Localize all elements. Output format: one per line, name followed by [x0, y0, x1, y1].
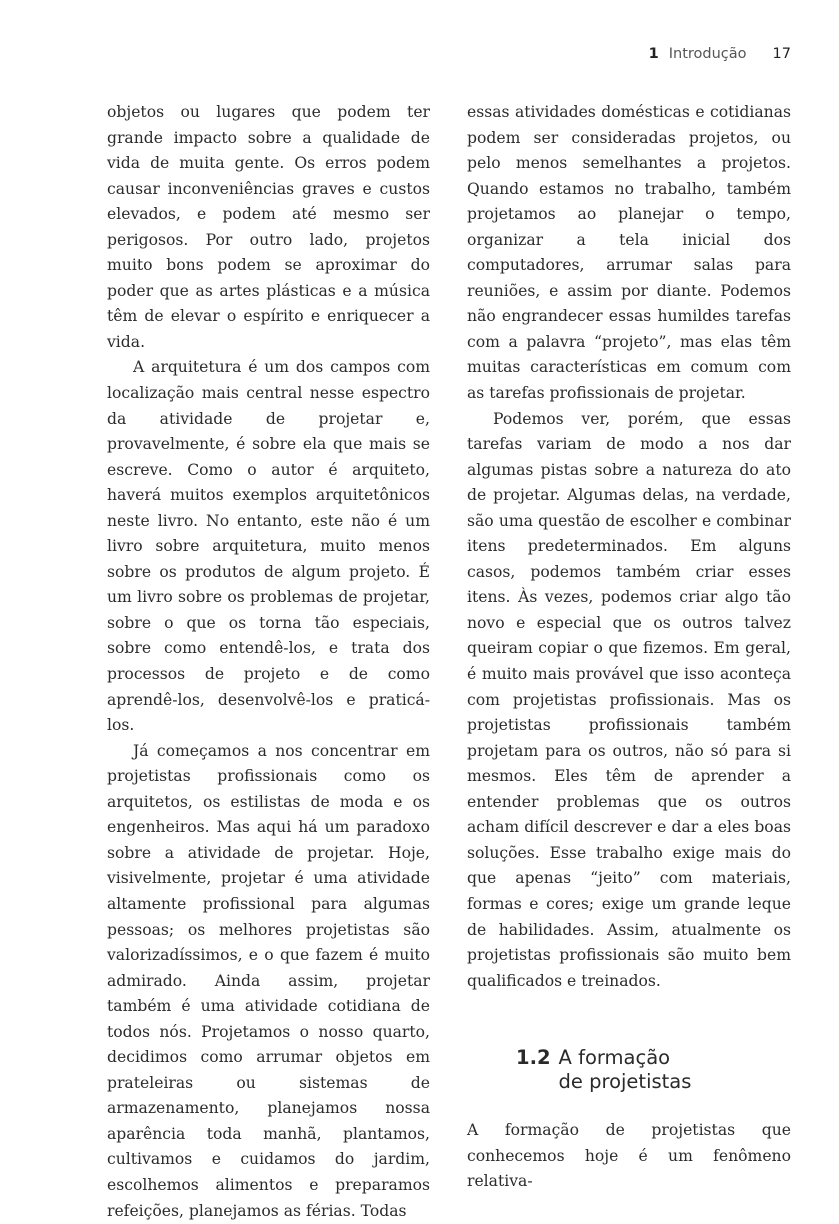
section-heading [516, 1046, 791, 1094]
right-column [467, 100, 791, 1195]
section-title-line: de projetistas [558, 1070, 692, 1094]
running-header [649, 46, 791, 62]
paragraph: essas atividades domésticas e cotidianas podem ser consideradas projetos, ou pelo menos semelhantes a projetos. Quando estamos no trabalho, também projetamos ao planejar o tempo, organizar a tela inicial dos computadores, arrumar salas para reuniões, e assim por diante. Podemos não engrandecer essas humildes tarefas com a palavra “projeto”, mas elas têm muitas características em comum com as tarefas profissionais de projetar. [467, 103, 791, 403]
page-number: 17 [772, 46, 791, 62]
paragraph: Já começamos a nos concentrar em projetistas profissionais como os arquitetos, os estilistas de moda e os engenheiros. Mas aqui há um paradoxo sobre a atividade de projetar. Hoje, visivelmente, projetar é uma atividade altamente profissional para algumas pessoas; os melhores projetistas são valorizadíssimos, e o que fazem é muito admirado. Ainda assim, projetar também é uma atividade cotidiana de todos nós. Projetamos o nosso quarto, decidimos como arrumar objetos em prateleiras ou sistemas de armazenamento, planejamos nossa aparência toda manhã, plantamos, cultivamos e cuidamos do jardim, escolhemos alimentos e preparamos refeições, planejamos as férias. Todas [107, 741, 430, 1220]
chapter-number: 1 [648, 46, 659, 62]
left-column [107, 100, 430, 1224]
paragraph: A arquitetura é um dos campos com localização mais central nesse espectro da atividade de projetar e, provavelmente, é sobre ela que mais se escreve. Como o autor é arquiteto, haverá muitos exemplos arquitetônicos neste livro. No entanto, este não é um livro sobre arquitetura, muito menos sobre os produtos de algum projeto. É um livro sobre os problemas de projetar, sobre o que os torna tão especiais, sobre como entendê-los, e trata dos processos de projeto e de como aprendê-los, desenvolvê-los e praticá-los. [107, 358, 430, 735]
paragraph: objetos ou lugares que podem ter grande impacto sobre a qualidade de vida de muita gente. Os erros podem causar inconveniências graves e custos elevados, e podem até mesmo ser perigosos. Por outro lado, projetos muito bons podem se aproximar do poder que as artes plásticas e a música têm de elevar o espírito e enriquecer a vida. [107, 103, 430, 351]
section-title [559, 1046, 692, 1094]
section-title-line: A formação [558, 1046, 671, 1070]
section-number: 1.2 [516, 1046, 551, 1070]
paragraph: A formação de projetistas que conhecemos hoje é um fenômeno relativa- [467, 1121, 791, 1191]
chapter-title: Introdução [668, 46, 747, 62]
paragraph: Podemos ver, porém, que essas tarefas variam de modo a nos dar algumas pistas sobre a natureza do ato de projetar. Algumas delas, na verdade, são uma questão de escolher e combinar itens predeterminados. Em alguns casos, podemos também criar esses itens. Às vezes, podemos criar algo tão novo e especial que os outros talvez queiram copiar o que fizemos. Em geral, é muito mais provável que isso aconteça com projetistas profissionais. Mas os projetistas profissionais também projetam para os outros, não só para si mesmos. Eles têm de aprender a entender problemas que os outros acham difícil descrever e dar a eles boas soluções. Esse trabalho exige mais do que apenas “jeito” com materiais, formas e cores; exige um grande leque de habilidades. Assim, atualmente os projetistas profissionais são muito bem qualificados e treinados. [467, 409, 791, 990]
